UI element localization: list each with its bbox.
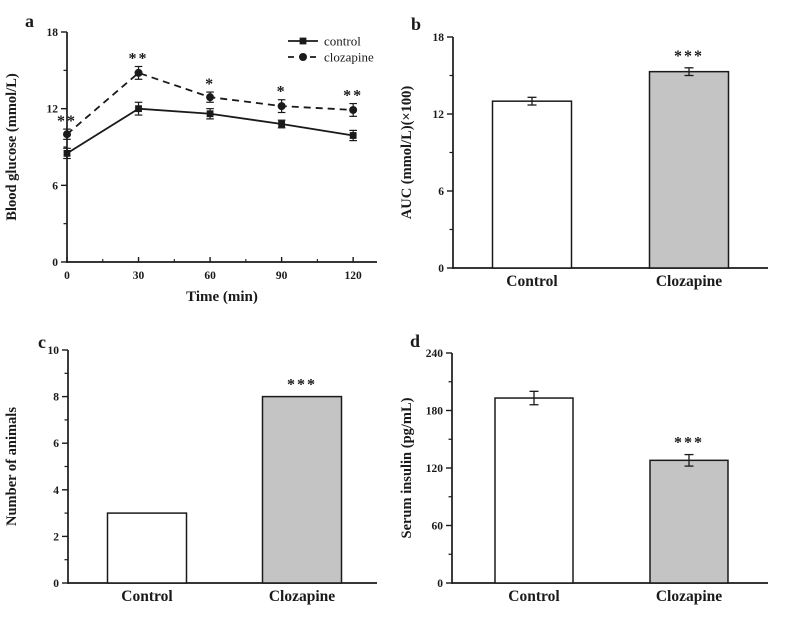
data-point-circle (349, 106, 357, 114)
panel-c-chart (0, 313, 394, 627)
y-tick-label: 12 (46, 103, 58, 116)
legend-label: clozapine (324, 49, 374, 65)
x-tick-label: 60 (204, 270, 216, 282)
y-tick-label: 18 (46, 27, 58, 39)
significance-marker: * (205, 76, 216, 94)
data-point-square (207, 110, 214, 117)
x-tick-label: 120 (344, 270, 362, 282)
data-point-circle (278, 102, 286, 110)
y-tick-label: 6 (52, 180, 58, 193)
significance-marker: *** (674, 47, 704, 65)
y-tick-label: 60 (431, 520, 443, 533)
data-point-square (350, 132, 357, 139)
data-point-square (278, 121, 285, 128)
legend-marker-square (300, 38, 307, 45)
panel-b-chart (394, 0, 788, 313)
panel-d (394, 313, 788, 627)
x-tick-label: 30 (132, 270, 145, 282)
category-label: Control (121, 588, 173, 605)
y-tick-label: 2 (53, 531, 59, 544)
significance-marker: ** (343, 87, 364, 105)
bar-clozapine (650, 460, 728, 583)
panel-a (0, 0, 394, 318)
bar-control (495, 398, 573, 583)
y-tick-label: 0 (437, 578, 443, 590)
y-tick-label: 12 (432, 109, 444, 121)
data-point-square (64, 150, 71, 157)
y-tick-label: 0 (438, 263, 444, 275)
significance-marker: *** (287, 376, 317, 394)
category-label: Clozapine (655, 588, 723, 605)
bar-clozapine (650, 72, 729, 268)
data-point-circle (206, 93, 214, 101)
category-label: Clozapine (655, 273, 723, 290)
y-tick-label: 180 (425, 405, 443, 418)
x-tick-label: 0 (64, 270, 70, 282)
significance-marker: * (276, 83, 287, 101)
y-axis-title: Serum insulin (pg/mL) (399, 397, 415, 539)
panel-c (0, 313, 394, 627)
y-axis-title: Number of animals (4, 407, 20, 526)
panel-letter: b (411, 14, 422, 34)
significance-marker: *** (674, 434, 704, 452)
y-axis-title: AUC (mmol/L)(×100) (399, 85, 415, 220)
y-tick-label: 0 (52, 257, 58, 269)
y-tick-label: 0 (53, 578, 59, 590)
y-axis-title: Blood glucose (mmol/L) (4, 73, 20, 221)
y-tick-label: 240 (425, 348, 443, 360)
category-label: Control (508, 588, 560, 605)
x-tick-label: 90 (275, 270, 288, 282)
data-point-circle (63, 130, 71, 138)
y-tick-label: 18 (432, 32, 444, 44)
legend-marker-circle (299, 53, 307, 61)
category-label: Clozapine (268, 588, 336, 605)
panel-letter: c (38, 332, 46, 352)
significance-marker: ** (57, 113, 77, 131)
panel-a-chart (0, 0, 394, 313)
bar-control (493, 101, 572, 268)
bar-control (108, 513, 187, 583)
panel-letter: d (410, 331, 421, 351)
panel-letter: a (25, 11, 34, 31)
y-tick-label: 6 (438, 186, 444, 198)
bar-clozapine (263, 397, 342, 583)
y-tick-label: 4 (53, 484, 59, 497)
y-tick-label: 120 (425, 463, 443, 475)
legend-label: control (324, 33, 361, 49)
significance-marker: ** (128, 50, 149, 68)
y-tick-label: 8 (53, 391, 59, 404)
data-point-square (135, 105, 142, 112)
panel-d-chart (394, 313, 788, 627)
panel-b (394, 0, 788, 318)
data-point-circle (135, 69, 143, 77)
y-tick-label: 6 (53, 438, 59, 451)
y-tick-label: 10 (47, 345, 59, 357)
x-axis-title: Time (min) (186, 289, 258, 305)
category-label: Control (506, 273, 558, 290)
